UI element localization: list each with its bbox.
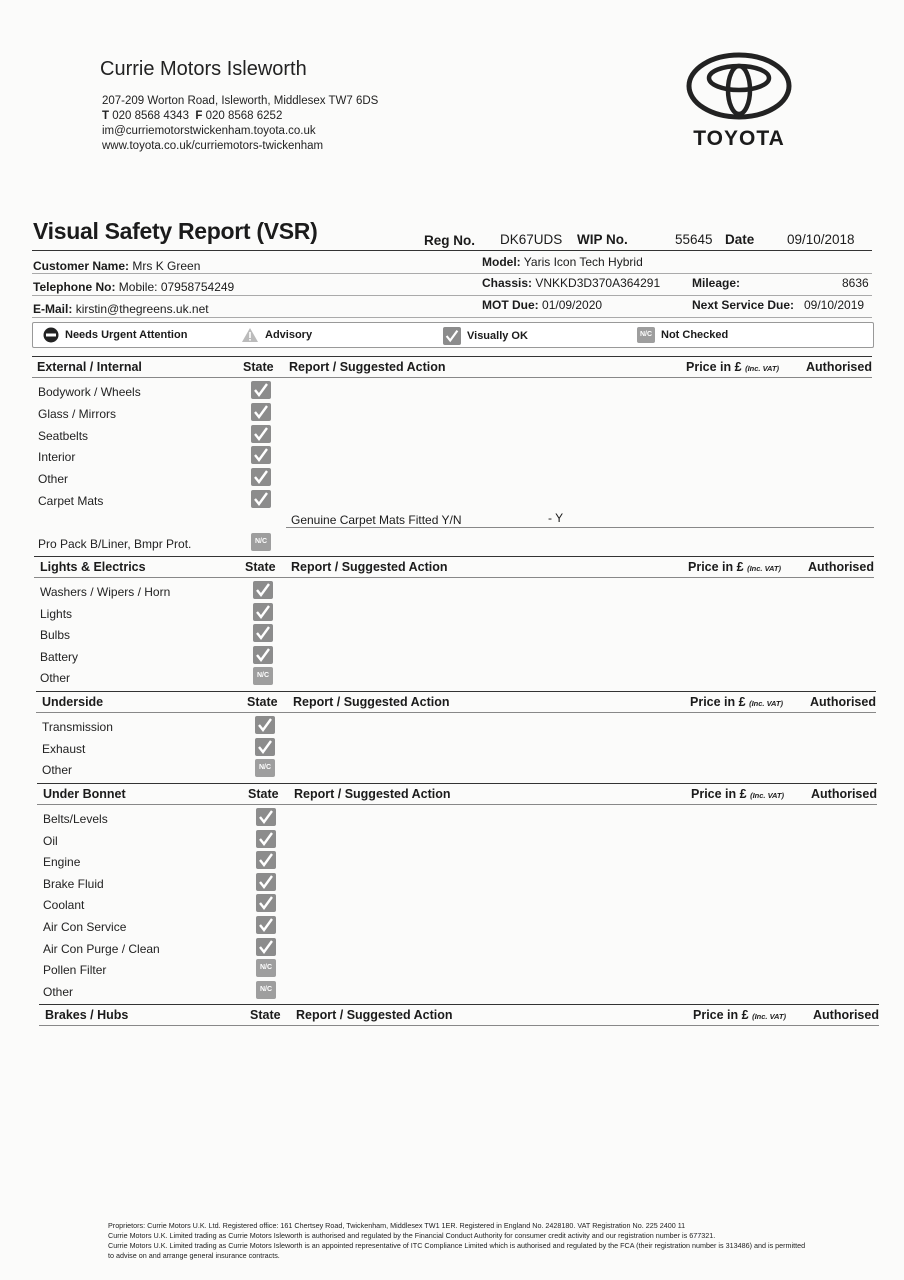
telephone-value: Mobile: 07958754249	[118, 280, 235, 294]
section-brakes-header	[39, 1004, 879, 1026]
footer-line: Proprietors: Currie Motors U.K. Ltd. Registered office: 161 Chertsey Road, Twickenham, Middlesex TW1 1ER. Registered in England No. 2428180. VAT Registration No. 225 2400 11	[108, 1221, 686, 1230]
dealer-address: 207-209 Worton Road, Isleworth, Middlesex TW7 6DS	[102, 95, 379, 107]
column-report: Report / Suggested Action	[293, 695, 450, 709]
section-title: Lights & Electrics	[40, 560, 146, 574]
item-label: Engine	[43, 855, 81, 870]
mileage-value: 8636	[842, 276, 869, 290]
date-label: Date	[725, 232, 755, 247]
customer-name: Mrs K Green	[132, 259, 201, 273]
item-label: Other	[38, 472, 69, 487]
state-ok-check-icon	[251, 381, 271, 399]
column-state: State	[245, 560, 276, 574]
state-ok-check-icon	[256, 938, 276, 956]
state-not-checked: N/C	[253, 667, 273, 685]
item-label: Glass / Mirrors	[38, 406, 116, 421]
column-state: State	[250, 1008, 281, 1022]
legend-not-checked	[637, 327, 728, 343]
state-ok-check-icon	[256, 873, 276, 891]
column-report: Report / Suggested Action	[289, 360, 446, 374]
reg-value: DK67UDS	[500, 232, 563, 247]
not-checked-icon: N/C	[637, 327, 655, 343]
legend-advisory	[241, 327, 312, 343]
state-not-checked: N/C	[256, 959, 276, 977]
mot-field	[482, 298, 602, 312]
dealer-fax: 020 8568 6252	[205, 110, 283, 122]
report-title: Visual Safety Report (VSR)	[33, 218, 318, 244]
state-ok-check-icon	[251, 403, 271, 421]
item-label: Pollen Filter	[43, 963, 107, 978]
chassis-field	[482, 276, 660, 290]
state-ok-check-icon	[256, 808, 276, 826]
warning-triangle-icon	[241, 327, 259, 343]
reg-field	[424, 233, 475, 248]
item-label: Washers / Wipers / Horn	[40, 585, 171, 599]
brand-wordmark: TOYOTA	[693, 127, 785, 150]
fax-label: F	[195, 110, 203, 122]
column-authorised: Authorised	[806, 360, 872, 374]
footer-line: Currie Motors U.K. Limited trading as Currie Motors Isleworth is an appointed representative of ITC Compliance Limited which is authorised and regulated by the FCA (their registration number is 313486) and is permitted to advise on and arrange general insurance contracts.	[108, 1241, 806, 1260]
column-state: State	[247, 695, 278, 709]
footer-line: Currie Motors U.K. Limited trading as Currie Motors Isleworth is authorised and regulated by the Financial Conduct Authority for consumer credit activity and our registration number is 677321.	[108, 1231, 716, 1240]
item-label: Bodywork / Wheels	[38, 385, 141, 399]
dealer-email: im@curriemotorstwickenham.toyota.co.uk	[102, 125, 316, 137]
state-ok-check-icon	[251, 468, 271, 486]
next-service-value: 09/10/2019	[804, 298, 865, 312]
dealer-name: Currie Motors Isleworth	[100, 58, 307, 80]
section-title: Brakes / Hubs	[45, 1008, 129, 1022]
section-bonnet-header	[37, 783, 877, 805]
dealer-phone: 020 8568 4343	[112, 110, 189, 122]
email-label: E-Mail:	[33, 302, 73, 316]
date-value: 09/10/2018	[787, 232, 855, 247]
model-field	[482, 255, 643, 269]
legend-urgent-label: Needs Urgent Attention	[65, 329, 188, 341]
item-label: Other	[42, 763, 73, 778]
item-label: Oil	[43, 833, 58, 848]
telephone-label: Telephone No:	[33, 280, 116, 294]
check-icon	[443, 327, 461, 345]
section-external-header	[32, 356, 872, 378]
item-label: Transmission	[42, 720, 113, 734]
state-not-checked: N/C	[256, 981, 276, 999]
column-authorised: Authorised	[808, 560, 874, 574]
item-label: Brake Fluid	[43, 876, 104, 891]
column-state: State	[243, 360, 274, 374]
dealer-website: www.toyota.co.uk/curriemotors-twickenham	[102, 140, 324, 152]
item-label: Belts/Levels	[43, 812, 108, 826]
item-label: Coolant	[43, 898, 85, 913]
telephone-field	[33, 280, 234, 294]
state-not-checked: N/C	[255, 759, 275, 777]
reg-label: Reg No.	[424, 233, 476, 248]
mileage-label: Mileage:	[692, 276, 741, 290]
state-not-checked: N/C	[251, 533, 271, 551]
state-ok-check-icon	[253, 581, 273, 599]
model-label: Model:	[482, 255, 521, 269]
state-ok-check-icon	[255, 716, 275, 734]
column-price: Price in £ (Inc. VAT)	[688, 560, 781, 574]
state-ok-check-icon	[256, 851, 276, 869]
customer-name-field	[33, 259, 200, 273]
state-ok-check-icon	[253, 646, 273, 664]
legal-footer	[108, 1221, 808, 1261]
section-title: External / Internal	[37, 360, 142, 374]
mot-value: 01/09/2020	[542, 298, 603, 312]
state-ok-check-icon	[256, 916, 276, 934]
chassis-value: VNKKD3D370A364291	[535, 276, 661, 290]
column-price: Price in £ (Inc. VAT)	[693, 1008, 786, 1022]
dealer-phones	[102, 109, 378, 124]
no-entry-icon	[43, 327, 59, 343]
item-label: Other	[43, 984, 74, 999]
dealer-contact	[102, 94, 378, 154]
section-lights-header	[34, 556, 874, 578]
state-ok-check-icon	[256, 894, 276, 912]
email-field	[33, 302, 209, 316]
state-ok-check-icon	[256, 830, 276, 848]
item-label: Exhaust	[42, 741, 86, 756]
next-service-label: Next Service Due:	[692, 298, 795, 312]
item-label: Seatbelts	[38, 428, 89, 443]
column-price: Price in £ (Inc. VAT)	[691, 787, 784, 801]
legend-nc-label: Not Checked	[661, 329, 729, 341]
legend-advisory-label: Advisory	[265, 329, 313, 341]
model-value: Yaris Icon Tech Hybrid	[523, 255, 643, 269]
item-label: Air Con Service	[43, 920, 127, 934]
item-label: Interior	[38, 450, 76, 465]
item-label: Bulbs	[40, 628, 71, 643]
legend-ok	[443, 327, 528, 345]
section-underside-header	[36, 691, 876, 713]
mot-label: MOT Due:	[482, 298, 539, 312]
column-state: State	[248, 787, 279, 801]
state-ok-check-icon	[253, 603, 273, 621]
section-title: Under Bonnet	[43, 787, 126, 801]
phone-label: T	[102, 110, 110, 122]
section-title: Underside	[42, 695, 104, 709]
wip-label: WIP No.	[577, 232, 628, 247]
column-report: Report / Suggested Action	[296, 1008, 453, 1022]
column-price: Price in £ (Inc. VAT)	[690, 695, 783, 709]
column-report: Report / Suggested Action	[291, 560, 448, 574]
toyota-emblem-icon	[684, 52, 794, 120]
status-legend	[32, 322, 874, 348]
carpet-mats-note: Genuine Carpet Mats Fitted Y/N	[291, 513, 462, 527]
legend-urgent	[43, 327, 187, 343]
column-authorised: Authorised	[811, 787, 877, 801]
state-ok-check-icon	[251, 490, 271, 508]
chassis-label: Chassis:	[482, 276, 533, 290]
legend-ok-label: Visually OK	[467, 330, 528, 342]
column-authorised: Authorised	[810, 695, 876, 709]
wip-value: 55645	[675, 232, 713, 247]
item-label: Carpet Mats	[38, 494, 104, 508]
item-label: Other	[40, 671, 71, 686]
column-price: Price in £ (Inc. VAT)	[686, 360, 779, 374]
column-report: Report / Suggested Action	[294, 787, 451, 801]
customer-label: Customer Name:	[33, 259, 130, 273]
item-pro-pack: Pro Pack B/Liner, Bmpr Prot.	[38, 537, 192, 551]
item-label: Air Con Purge / Clean	[43, 941, 160, 956]
state-ok-check-icon	[251, 425, 271, 443]
email-value: kirstin@thegreens.uk.net	[75, 302, 209, 316]
state-ok-check-icon	[255, 738, 275, 756]
state-ok-check-icon	[253, 624, 273, 642]
item-label: Battery	[40, 649, 79, 664]
carpet-mats-value: - Y	[548, 511, 564, 525]
item-label: Lights	[40, 606, 73, 621]
toyota-logo	[684, 52, 794, 151]
column-authorised: Authorised	[813, 1008, 879, 1022]
state-ok-check-icon	[251, 446, 271, 464]
